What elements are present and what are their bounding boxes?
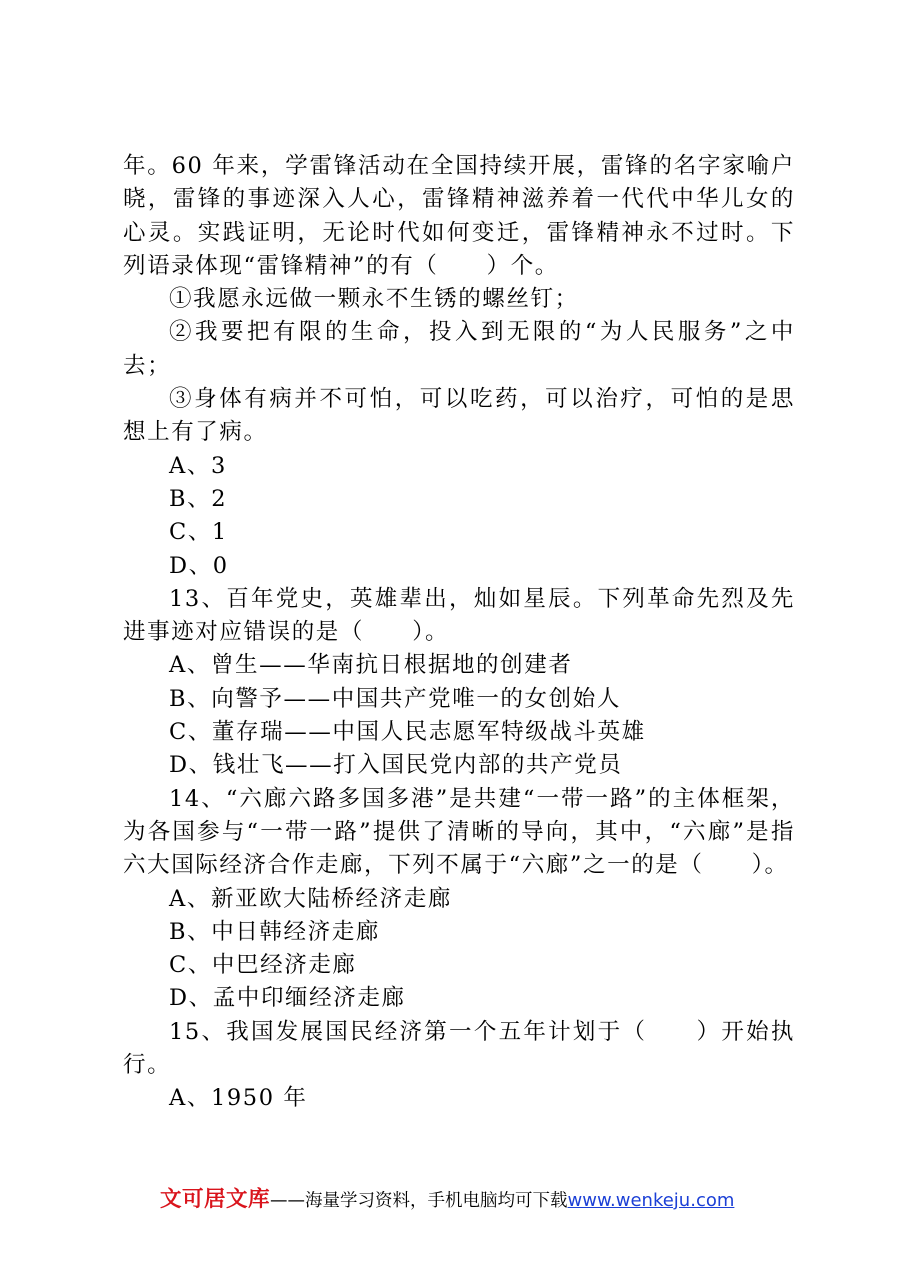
answer-option: A、1950 年 bbox=[169, 1085, 308, 1112]
text-paragraph: 14、“六廊六路多国多港”是共建“一带一路”的主体框架，为各国参与“一带一路”提供了清晰的导向，其中，“六廊”是指六大国际经济合作走廊，下列不属于“六廊”之一的是（ ）。 bbox=[123, 785, 795, 879]
text-paragraph: 15、我国发展国民经济第一个五年计划于（ ）开始执行。 bbox=[123, 1018, 795, 1079]
answer-option: D、孟中印缅经济走廊 bbox=[169, 985, 406, 1012]
answer-option: D、0 bbox=[169, 552, 229, 579]
answer-option: A、3 bbox=[169, 452, 227, 479]
footer-banner bbox=[160, 1182, 780, 1213]
answer-option: A、曾生——华南抗日根据地的创建者 bbox=[169, 652, 573, 679]
footer-brand-name: 文可居文库 bbox=[160, 1187, 271, 1212]
text-paragraph: ③身体有病并不可怕，可以吃药，可以治疗，可怕的是思想上有了病。 bbox=[123, 386, 795, 446]
text-paragraph: ②我要把有限的生命，投入到无限的“为人民服务”之中去； bbox=[123, 319, 795, 379]
footer-tagline: ——海量学习资料，手机电脑均可下载 bbox=[270, 1191, 568, 1211]
answer-option: C、董存瑞——中国人民志愿军特级战斗英雄 bbox=[169, 719, 646, 746]
answer-option: B、2 bbox=[169, 485, 228, 512]
document-body bbox=[123, 150, 795, 1116]
text-paragraph: 年。60 年来，学雷锋活动在全国持续开展，雷锋的名字家喻户晓，雷锋的事迹深入人心，雷锋精神滋养着一代代中华儿女的心灵。实践证明，无论时代如何变迁，雷锋精神永不过时。下列语录体现“雷锋精神”的有（ ）个。 bbox=[123, 153, 795, 279]
answer-option: C、1 bbox=[169, 519, 228, 546]
text-paragraph: 13、百年党史，英雄辈出，灿如星辰。下列革命先烈及先进事迹对应错误的是（ ）。 bbox=[123, 585, 795, 646]
answer-option: D、钱壮飞——打入国民党内部的共产党员 bbox=[169, 752, 623, 779]
answer-option: B、向警予——中国共产党唯一的女创始人 bbox=[169, 685, 621, 712]
text-paragraph: ①我愿永远做一颗永不生锈的螺丝钉； bbox=[169, 286, 579, 313]
answer-option: C、中巴经济走廊 bbox=[169, 952, 357, 979]
answer-option: A、新亚欧大陆桥经济走廊 bbox=[169, 885, 452, 912]
answer-option: B、中日韩经济走廊 bbox=[169, 918, 380, 945]
footer-website-link[interactable]: www.wenkeju.com bbox=[567, 1190, 735, 1211]
